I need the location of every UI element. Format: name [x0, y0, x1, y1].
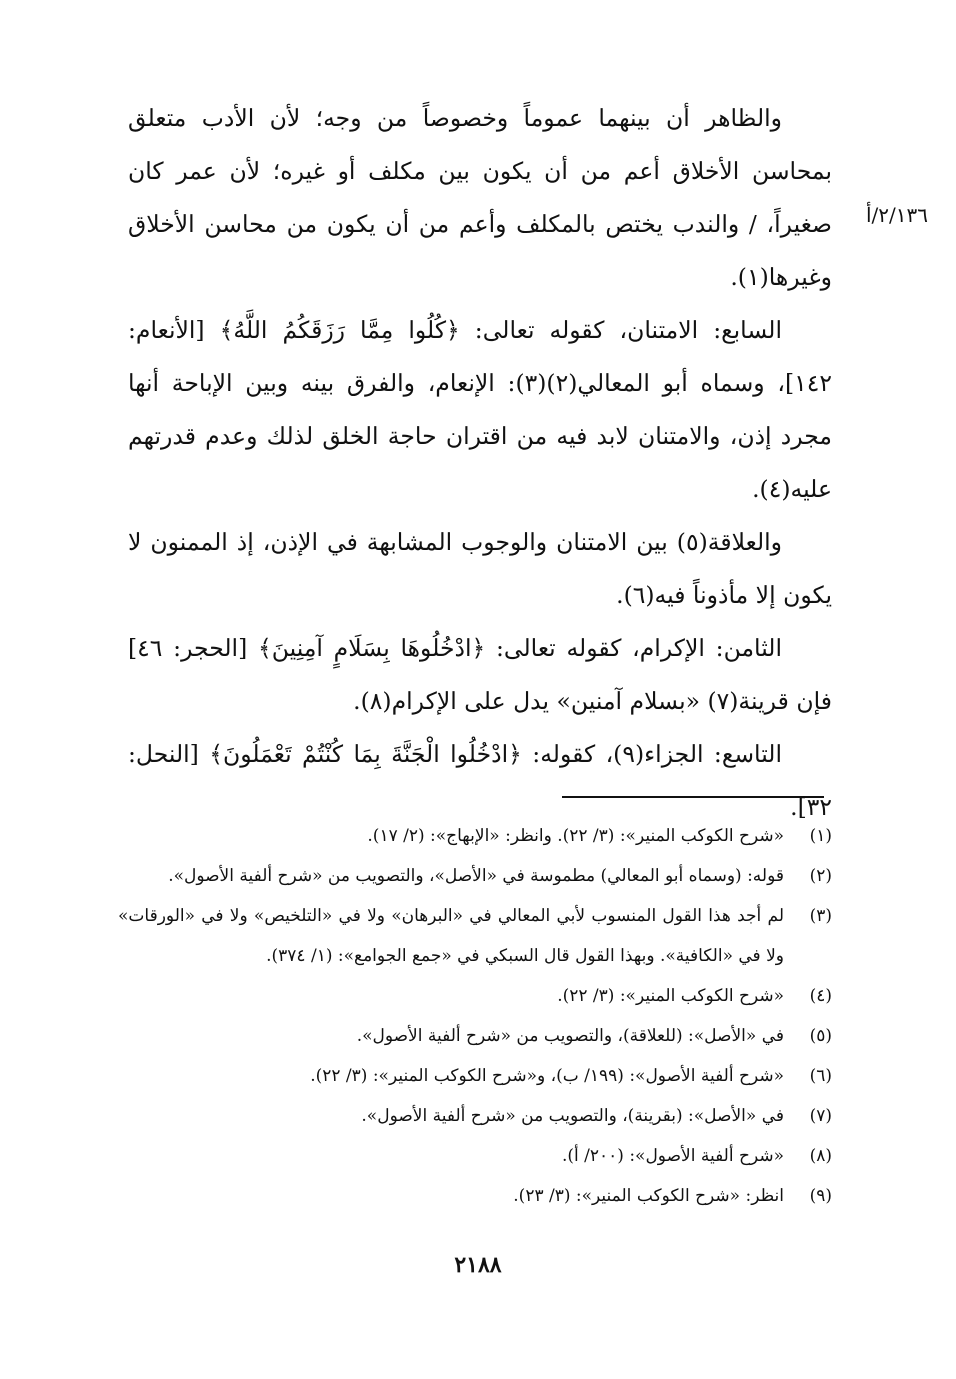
footnote-number: (٦)	[809, 1066, 832, 1086]
footnote-number: (٧)	[809, 1106, 832, 1126]
footnote-number: (٢)	[809, 866, 832, 886]
footnote	[118, 816, 832, 856]
footnote	[118, 1096, 832, 1136]
paragraph: والظاهر أن بينهما عموماً وخصوصاً من وجه؛ لأن الأدب متعلق بمحاسن الأخلاق أعم من أن يكون بين مكلف أو غيره؛ لأن عمر كان صغيراً، / والندب يختص بالمكلف وأعم من أن يكون من محاسن الأخلاق وغيرها(١).	[128, 104, 832, 291]
footnote-text: «شرح الكوكب المنير»: (٣/ ٢٢). وانظر: «الإبهاج»: (٢/ ١٧).	[367, 826, 784, 846]
footnote	[118, 1016, 832, 1056]
footnote-text: «شرح الكوكب المنير»: (٣/ ٢٢).	[557, 986, 784, 1006]
footnote	[118, 1176, 832, 1216]
footnote-number: (١)	[809, 826, 832, 846]
page-number: ٢١٨٨	[454, 1252, 502, 1278]
paragraph: السابع: الامتنان، كقوله تعالى: ﴿كُلُوا مِمَّا رَزَقَكُمُ اللَّهُ﴾ [الأنعام: ١٤٢]، وسماه أبو المعالي(٢)(٣): الإنعام، والفرق بينه وبين الإباحة أنها مجرد إذن، والامتنان لابد فيه من اقتران حاجة الخلق لذلك وعدم قدرتهم عليه(٤).	[128, 316, 832, 503]
footnote-number: (٩)	[809, 1186, 832, 1206]
footnote-text: «شرح ألفية الأصول»: (١٩٩/ ب)، و«شرح الكوكب المنير»: (٣/ ٢٢).	[310, 1066, 784, 1086]
footnote	[118, 1136, 832, 1176]
footnote-text: في «الأصل»: (للعلاقة)، والتصويب من «شرح ألفية الأصول».	[356, 1026, 784, 1046]
footnote	[118, 856, 832, 896]
footnote-text: لم أجد هذا القول المنسوب لأبي المعالي في «البرهان» ولا في «التلخيص» ولا في «الورقات» ولا في «الكافية». وبهذا القول قال السبكي في «جمع الجوامع»: (١/ ٣٧٤).	[118, 906, 784, 966]
footnote-number: (٤)	[809, 986, 832, 1006]
footnotes	[118, 816, 832, 1216]
footnote-text: قوله: (وسماه أبو المعالي) مطموسة في «الأصل»، والتصويب من «شرح ألفية الأصول».	[168, 866, 784, 886]
footnote	[118, 1056, 832, 1096]
paragraph: التاسع: الجزاء(٩)، كقوله: ﴿ادْخُلُوا الْجَنَّةَ بِمَا كُنْتُمْ تَعْمَلُونَ﴾ [النحل: ٣٢].	[128, 740, 832, 821]
main-text	[128, 92, 832, 834]
paragraph: الثامن: الإكرام، كقوله تعالى: ﴿ادْخُلُوهَا بِسَلَامٍ آمِنِينَ﴾ [الحجر: ٤٦] فإن قرينة(٧) «بسلام آمنين» يدل على الإكرام(٨).	[128, 634, 832, 715]
footnote-text: انظر: «شرح الكوكب المنير»: (٣/ ٢٣).	[513, 1186, 784, 1206]
footnote-number: (٥)	[809, 1026, 832, 1046]
footnote-divider	[562, 796, 824, 798]
footnote-text: في «الأصل»: (بقرينة)، والتصويب من «شرح ألفية الأصول».	[361, 1106, 784, 1126]
paragraph: والعلاقة(٥) بين الامتنان والوجوب المشابهة في الإذن، إذ الممنون لا يكون إلا مأذوناً فيه(٦).	[128, 528, 832, 609]
footnote-number: (٨)	[809, 1146, 832, 1166]
footnote	[118, 976, 832, 1016]
footnote-number: (٣)	[809, 906, 832, 926]
margin-folio-note: ٢/١٣٦/أ	[865, 203, 928, 227]
footnote	[118, 896, 832, 976]
footnote-text: «شرح ألفية الأصول»: (٢٠٠/ أ).	[561, 1146, 784, 1166]
